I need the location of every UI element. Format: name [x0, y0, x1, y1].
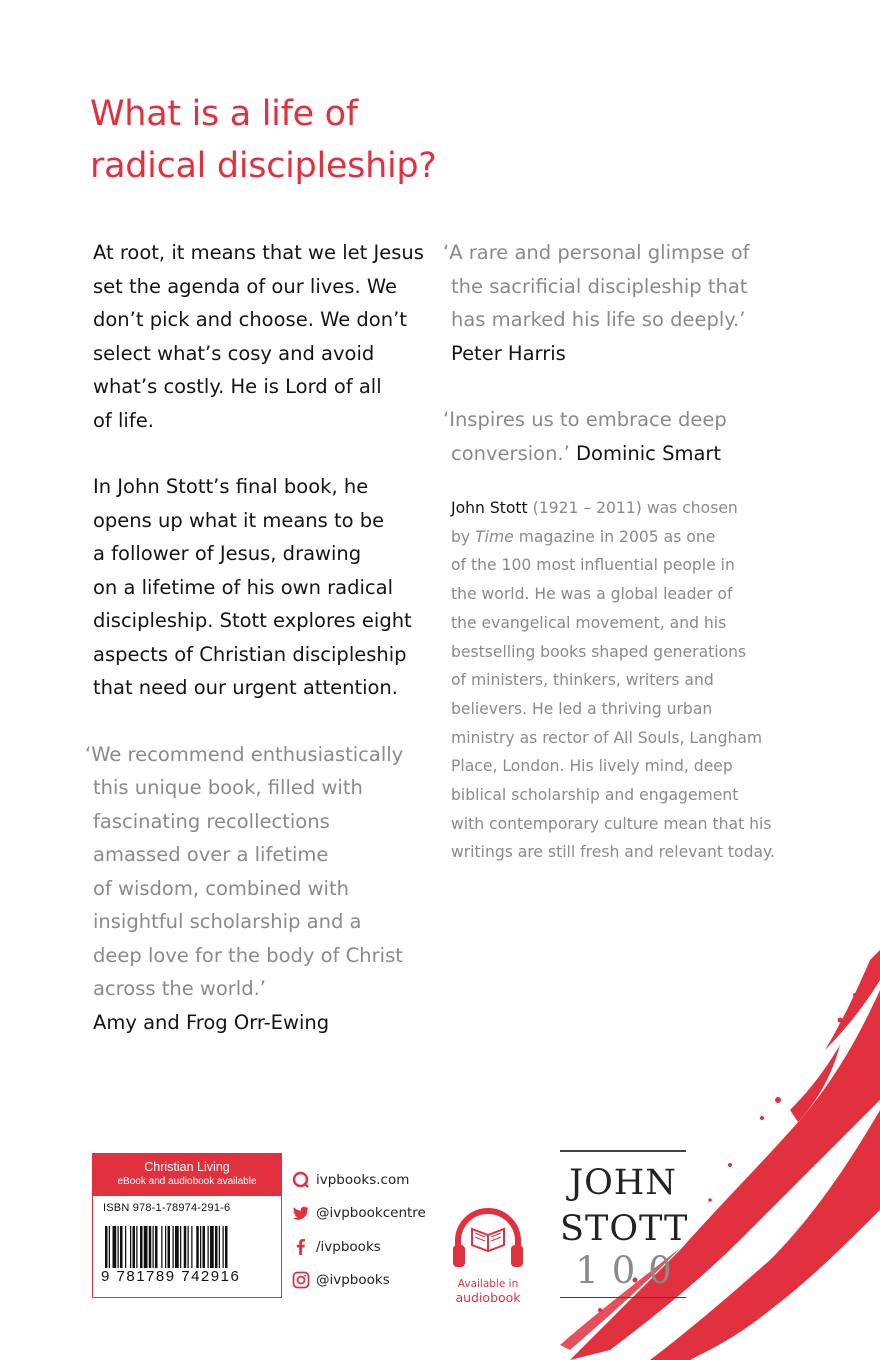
blurb-paragraph-2	[93, 470, 433, 705]
blurb-line: aspects of Christian discipleship	[93, 642, 407, 666]
social-website[interactable]	[292, 1163, 426, 1197]
barcode-bar	[144, 1226, 148, 1268]
endorsement-harris	[443, 236, 781, 370]
social-links	[292, 1163, 426, 1297]
quote-attribution: Dominic Smart	[576, 441, 722, 465]
blurb-line: set the agenda of our lives. We	[93, 274, 397, 298]
bio-line: bestselling books shaped generations	[451, 642, 747, 661]
bio-line: ministry as rector of All Souls, Langham	[451, 728, 763, 747]
barcode-bar	[184, 1226, 187, 1268]
barcode-bar	[120, 1226, 123, 1268]
barcode-bar	[136, 1226, 137, 1268]
social-instagram[interactable]	[292, 1264, 426, 1298]
quote-attribution: Peter Harris	[451, 341, 566, 365]
left-column	[85, 236, 433, 1072]
isbn-number: ISBN 978-1-78974-291-6	[103, 1202, 231, 1214]
quote-line: deep love for the body of Christ	[93, 943, 403, 967]
barcode-bar	[149, 1226, 152, 1268]
barcode-digits: 9 781789 742916	[101, 1268, 241, 1285]
quote-line: ‘Inspires us to embrace deep	[443, 408, 727, 431]
barcode-bar	[208, 1226, 209, 1268]
logo-top-rule	[560, 1150, 686, 1152]
blurb-line: discipleship. Stott explores eight	[93, 609, 412, 632]
barcode-bar	[173, 1226, 174, 1268]
barcode-bar	[225, 1226, 228, 1268]
blurb-line: At root, it means that we let Jesus	[93, 241, 424, 264]
social-label: @ivpbooks	[316, 1272, 390, 1289]
blurb-line: that need our urgent attention.	[93, 676, 398, 699]
headline-line: What is a life of	[90, 94, 358, 134]
headphones-book-icon	[448, 1205, 528, 1273]
barcode-bar	[223, 1226, 224, 1268]
blurb-line: of life.	[93, 408, 154, 432]
barcode-bar	[168, 1226, 171, 1268]
format-availability: eBook and audiobook available	[117, 1176, 257, 1187]
barcode-bar	[191, 1226, 192, 1268]
social-twitter[interactable]	[292, 1197, 426, 1231]
audiobook-badge	[448, 1205, 528, 1305]
audiobook-line2: audiobook	[455, 1290, 521, 1305]
bio-text: magazine in 2005 as one	[513, 527, 716, 546]
blurb-line: what’s costly. He is Lord of all	[93, 375, 382, 398]
bio-italic-title: Time	[475, 527, 514, 546]
barcode-bar	[133, 1226, 136, 1268]
bio-line: the evangelical movement, and his	[451, 613, 727, 632]
right-column	[443, 236, 781, 867]
author-bio	[451, 494, 781, 867]
barcode-bar	[196, 1226, 199, 1268]
blurb-line: select what’s cosy and avoid	[93, 341, 375, 365]
barcode-image	[103, 1226, 269, 1268]
barcode-bar	[153, 1226, 154, 1268]
bio-text: (1921 – 2011) was chosen	[527, 499, 738, 517]
bio-line: the world. He was a global leader of	[451, 585, 733, 604]
barcode-bar	[165, 1226, 166, 1268]
barcode-bar	[219, 1226, 220, 1268]
barcode-bar	[210, 1226, 214, 1268]
barcode-bar	[175, 1226, 179, 1268]
barcode-bar	[109, 1226, 110, 1268]
quote-line: ‘We recommend enthusiastically	[85, 742, 404, 766]
quote-line: insightful scholarship and a	[93, 910, 362, 933]
category-band	[93, 1154, 281, 1196]
logo-bottom-rule	[560, 1297, 686, 1299]
logo-word-100: 100	[575, 1248, 685, 1292]
bio-line: of ministers, thinkers, writers and	[451, 671, 714, 690]
quote-line: amassed over a lifetime	[93, 843, 329, 866]
quote-text: conversion.’	[451, 441, 570, 465]
facebook-icon	[292, 1238, 310, 1256]
quote-line	[451, 437, 781, 471]
headline	[90, 88, 437, 192]
instagram-icon	[292, 1271, 310, 1289]
social-label: ivpbooks.com	[316, 1171, 410, 1188]
barcode-bar	[125, 1226, 126, 1268]
john-stott-100-logo	[560, 1150, 689, 1298]
social-label: @ivpbookcentre	[316, 1205, 426, 1222]
blurb-paragraph-1	[93, 236, 433, 437]
bio-line	[451, 494, 781, 523]
endorsement-orr-ewing	[85, 738, 433, 1040]
quote-line: ‘A rare and personal glimpse of	[443, 241, 750, 264]
category-label: Christian Living	[144, 1160, 230, 1174]
barcode-bar	[215, 1226, 218, 1268]
headline-line: radical discipleship?	[90, 146, 437, 186]
quote-line: the sacrificial discipleship that	[451, 274, 748, 298]
social-label: /ivpbooks	[316, 1238, 381, 1255]
bio-line: Place, London. His lively mind, deep	[451, 757, 733, 776]
bio-line	[451, 523, 781, 552]
quote-line: this unique book, filled with	[93, 776, 363, 799]
bio-line: of the 100 most influential people in	[451, 556, 735, 575]
ivp-q-icon	[292, 1171, 310, 1189]
blurb-line: a follower of Jesus, drawing	[93, 542, 362, 565]
quote-line: fascinating recollections	[93, 809, 330, 833]
audiobook-line1: Available in	[457, 1278, 519, 1290]
quote-line: of wisdom, combined with	[93, 876, 349, 900]
barcode-bar	[200, 1226, 201, 1268]
barcode-bar	[155, 1226, 158, 1268]
author-name: John Stott	[451, 499, 528, 517]
blurb-line: In John Stott’s final book, he	[93, 475, 369, 498]
barcode-bar	[203, 1226, 206, 1268]
barcode-bar	[105, 1226, 108, 1268]
bio-text: by	[451, 527, 476, 546]
barcode-bar	[118, 1226, 119, 1268]
quote-line: has marked his life so deeply.’	[451, 308, 746, 331]
quote-attribution: Amy and Frog Orr-Ewing	[93, 1010, 330, 1034]
bio-line: with contemporary culture mean that his	[451, 814, 772, 833]
twitter-icon	[292, 1204, 310, 1222]
barcode-bar	[113, 1226, 117, 1268]
barcode-panel	[92, 1153, 282, 1298]
blurb-line: don’t pick and choose. We don’t	[93, 308, 407, 331]
social-facebook[interactable]	[292, 1230, 426, 1264]
bio-line: writings are still fresh and relevant today.	[451, 843, 775, 862]
quote-line: across the world.’	[93, 977, 266, 1000]
barcode-bar	[140, 1226, 143, 1268]
barcode-bar	[188, 1226, 189, 1268]
logo-word-stott: STOTT	[560, 1208, 689, 1249]
blurb-line: on a lifetime of his own radical	[93, 575, 394, 599]
barcode-bar	[180, 1226, 181, 1268]
logo-word-john: JOHN	[569, 1162, 677, 1203]
barcode-bar	[161, 1226, 162, 1268]
bio-line: biblical scholarship and engagement	[451, 786, 739, 805]
endorsement-smart	[443, 403, 781, 470]
blurb-line: opens up what it means to be	[93, 508, 385, 532]
barcode-bar	[130, 1226, 131, 1268]
bio-line: believers. He led a thriving urban	[451, 699, 713, 718]
